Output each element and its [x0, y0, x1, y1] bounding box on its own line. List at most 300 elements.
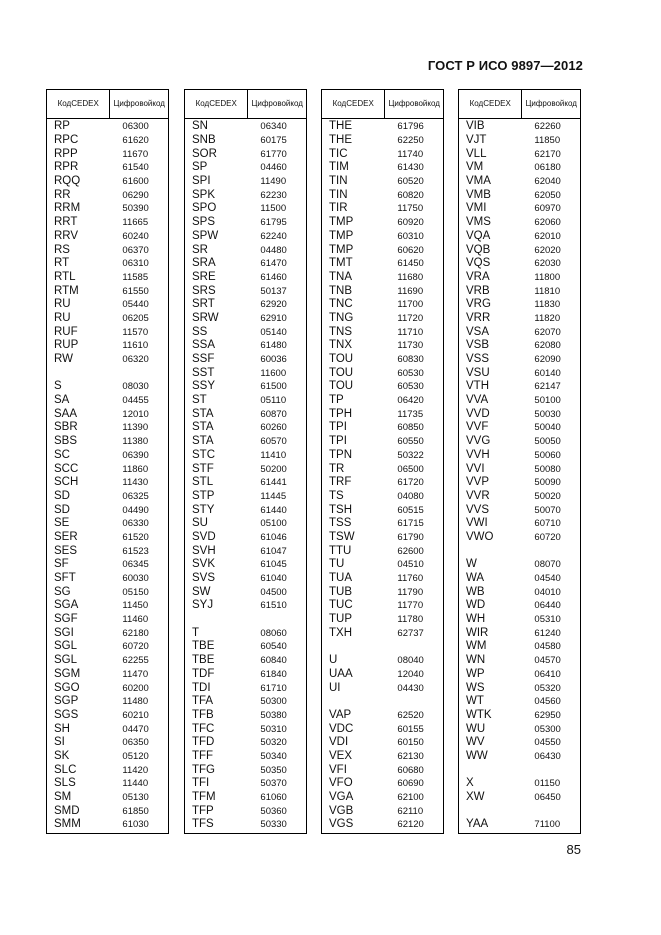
- cedex-code-cell: SRA: [192, 257, 216, 270]
- table-row: [322, 804, 443, 818]
- numeric-code-cell: 04560: [534, 696, 561, 708]
- numeric-code-cell: 62920: [260, 299, 287, 311]
- table-row: [459, 544, 580, 558]
- numeric-code-cell: 62080: [534, 340, 561, 352]
- column-header-num-line1: Цифровой: [113, 99, 153, 108]
- table-row: [459, 449, 580, 463]
- numeric-code-cell: 61440: [260, 504, 287, 516]
- cedex-code-cell: VJT: [466, 134, 487, 147]
- numeric-code-cell: 50080: [534, 463, 561, 475]
- numeric-code-cell: 60710: [534, 518, 561, 530]
- numeric-code-cell: 60920: [397, 217, 424, 229]
- cedex-code-cell: SP: [192, 161, 208, 174]
- numeric-code-cell: 61500: [260, 381, 287, 393]
- table-row: [185, 763, 306, 777]
- table-row: [322, 380, 443, 394]
- table-row: [322, 626, 443, 640]
- cedex-code-cell: SF: [54, 558, 69, 571]
- table-row: [47, 394, 168, 408]
- cedex-code-cell: SGS: [54, 708, 79, 721]
- cedex-code-cell: X: [466, 777, 474, 790]
- table-row: [459, 161, 580, 175]
- numeric-code-cell: 61470: [260, 258, 287, 270]
- numeric-code-cell: 11585: [122, 271, 149, 283]
- numeric-code-cell: 50060: [534, 449, 561, 461]
- table-row: [47, 654, 168, 668]
- table-row: [322, 476, 443, 490]
- table-row: [47, 421, 168, 435]
- numeric-code-cell: 04540: [534, 573, 561, 585]
- table-row: [185, 325, 306, 339]
- cedex-code-cell: VFO: [329, 777, 353, 790]
- cedex-code-cell: SPI: [192, 175, 211, 188]
- cedex-code-cell: RP: [54, 120, 70, 133]
- cedex-code-cell: VM: [466, 161, 484, 174]
- numeric-code-cell: 11810: [534, 285, 561, 297]
- numeric-code-cell: 50050: [534, 436, 561, 448]
- numeric-code-cell: 11480: [122, 696, 149, 708]
- table-row: [459, 736, 580, 750]
- table-row: [47, 503, 168, 517]
- table-row: [185, 284, 306, 298]
- table-row: [47, 366, 168, 380]
- cedex-code-cell: SCH: [54, 476, 79, 489]
- numeric-code-cell: 11730: [397, 340, 424, 352]
- table-row: [459, 626, 580, 640]
- cedex-code-cell: SS: [192, 325, 208, 338]
- table-row: [322, 134, 443, 148]
- numeric-code-cell: 05310: [534, 614, 561, 626]
- numeric-code-cell: 62230: [260, 189, 287, 201]
- table-body: [185, 119, 306, 832]
- numeric-code-cell: 60520: [397, 176, 424, 188]
- numeric-code-cell: 01150: [534, 778, 561, 790]
- table-row: [185, 230, 306, 244]
- cedex-code-cell: VVG: [466, 435, 491, 448]
- table-row: [185, 722, 306, 736]
- table-row: [322, 421, 443, 435]
- table-row: [459, 818, 580, 832]
- numeric-code-cell: 06410: [534, 668, 561, 680]
- cedex-code-cell: TBE: [192, 654, 215, 667]
- table-row: [322, 175, 443, 189]
- table-header: [185, 90, 306, 119]
- numeric-code-cell: 11735: [397, 408, 424, 420]
- numeric-code-cell: 62130: [397, 750, 424, 762]
- table-row: [185, 147, 306, 161]
- table-row: [322, 750, 443, 764]
- numeric-code-cell: 11665: [122, 217, 149, 229]
- table-row: [459, 517, 580, 531]
- table-row: [459, 120, 580, 134]
- table-row: [185, 558, 306, 572]
- numeric-code-cell: 62950: [534, 709, 561, 721]
- table-row: [322, 161, 443, 175]
- cedex-code-cell: TPN: [329, 448, 352, 461]
- cedex-code-cell: TXH: [329, 626, 352, 639]
- numeric-code-cell: 61045: [260, 559, 287, 571]
- numeric-code-cell: 50300: [260, 696, 287, 708]
- numeric-code-cell: 60870: [260, 408, 287, 420]
- cedex-code-cell: SU: [192, 517, 208, 530]
- table-row: [47, 517, 168, 531]
- cedex-code-cell: VSU: [466, 366, 490, 379]
- cedex-code-cell: SBR: [54, 421, 78, 434]
- cedex-code-cell: SFT: [54, 572, 76, 585]
- numeric-code-cell: 61770: [260, 148, 287, 160]
- numeric-code-cell: 61620: [122, 135, 149, 147]
- column-header-code-line2: CEDEX: [483, 99, 511, 108]
- numeric-code-cell: 05110: [260, 395, 287, 407]
- column-header-code: [322, 90, 385, 118]
- table-row: [459, 599, 580, 613]
- cedex-code-cell: TNC: [329, 298, 353, 311]
- cedex-code-cell: TFG: [192, 763, 215, 776]
- cedex-code-cell: SG: [54, 585, 71, 598]
- table-row: [459, 804, 580, 818]
- cedex-code-cell: SBS: [54, 435, 78, 448]
- table-row: [459, 763, 580, 777]
- cedex-code-cell: SC: [54, 448, 70, 461]
- table-row: [47, 284, 168, 298]
- numeric-code-cell: 11710: [397, 326, 424, 338]
- table-row: [459, 695, 580, 709]
- table-row: [47, 791, 168, 805]
- numeric-code-cell: 11720: [397, 312, 424, 324]
- cedex-code-cell: SPW: [192, 229, 219, 242]
- cedex-code-cell: THE: [329, 134, 352, 147]
- cedex-code-cell: WTK: [466, 708, 492, 721]
- cedex-code-cell: WP: [466, 667, 485, 680]
- numeric-code-cell: 62240: [260, 230, 287, 242]
- table-row: [459, 175, 580, 189]
- cedex-code-cell: XW: [466, 791, 485, 804]
- cedex-code-cell: RPC: [54, 134, 79, 147]
- table-row: [322, 544, 443, 558]
- numeric-code-cell: 60550: [397, 436, 424, 448]
- numeric-code-cell: 11760: [397, 573, 424, 585]
- numeric-code-cell: 61430: [397, 162, 424, 174]
- numeric-code-cell: 12010: [122, 408, 149, 420]
- table-row: [322, 585, 443, 599]
- column-header-code-line1: Код: [469, 99, 484, 108]
- cedex-code-cell: RPP: [54, 147, 78, 160]
- cedex-code-cell: SGM: [54, 667, 81, 680]
- numeric-code-cell: 06300: [122, 121, 149, 133]
- table-row: [322, 722, 443, 736]
- cedex-code-cell: VMB: [466, 188, 491, 201]
- numeric-code-cell: 61720: [397, 477, 424, 489]
- table-row: [459, 312, 580, 326]
- numeric-code-cell: 60155: [397, 723, 424, 735]
- cedex-code-cell: WU: [466, 722, 486, 735]
- code-table-2: [184, 89, 307, 834]
- numeric-code-cell: 04455: [122, 395, 149, 407]
- code-table-4: [458, 89, 581, 834]
- table-row: [47, 626, 168, 640]
- numeric-code-cell: 61480: [260, 340, 287, 352]
- cedex-code-cell: TPI: [329, 435, 347, 448]
- cedex-code-cell: TNB: [329, 284, 352, 297]
- cedex-code-cell: RW: [54, 353, 73, 366]
- table-row: [459, 298, 580, 312]
- cedex-code-cell: VDI: [329, 736, 349, 749]
- table-row: [47, 312, 168, 326]
- table-row: [47, 599, 168, 613]
- cedex-code-cell: SD: [54, 503, 70, 516]
- numeric-code-cell: 11790: [397, 586, 424, 598]
- column-header-num-line1: Цифровой: [525, 99, 565, 108]
- table-row: [322, 517, 443, 531]
- column-header-code-line1: Код: [332, 99, 347, 108]
- cedex-code-cell: TSH: [329, 503, 352, 516]
- numeric-code-cell: 06350: [122, 737, 149, 749]
- cedex-code-cell: STA: [192, 407, 214, 420]
- cedex-code-cell: VVH: [466, 448, 490, 461]
- cedex-code-cell: SRT: [192, 298, 215, 311]
- column-header-code-line1: Код: [195, 99, 210, 108]
- cedex-code-cell: TUA: [329, 572, 352, 585]
- numeric-code-cell: 60036: [260, 354, 287, 366]
- table-row: [322, 613, 443, 627]
- cedex-code-cell: SPK: [192, 188, 216, 201]
- table-row: [459, 216, 580, 230]
- table-row: [185, 585, 306, 599]
- cedex-code-cell: WS: [466, 681, 485, 694]
- page-number: 85: [566, 842, 581, 857]
- cedex-code-cell: TMP: [329, 243, 354, 256]
- cedex-code-cell: SGL: [54, 654, 78, 667]
- table-row: [322, 763, 443, 777]
- numeric-code-cell: 60200: [122, 682, 149, 694]
- cedex-code-cell: TS: [329, 489, 344, 502]
- column-header-num-line2: код: [290, 99, 303, 108]
- numeric-code-cell: 11780: [397, 614, 424, 626]
- table-row: [185, 818, 306, 832]
- numeric-code-cell: 11410: [260, 449, 287, 461]
- table-row: [322, 312, 443, 326]
- cedex-code-cell: TOU: [329, 380, 354, 393]
- table-row: [459, 668, 580, 682]
- table-row: [322, 449, 443, 463]
- cedex-code-cell: TIC: [329, 147, 348, 160]
- table-row: [185, 243, 306, 257]
- table-row: [185, 613, 306, 627]
- numeric-code-cell: 06440: [534, 600, 561, 612]
- cedex-code-cell: STC: [192, 448, 215, 461]
- numeric-code-cell: 60310: [397, 230, 424, 242]
- numeric-code-cell: 60850: [397, 422, 424, 434]
- cedex-code-cell: SA: [54, 394, 70, 407]
- cedex-code-cell: RS: [54, 243, 70, 256]
- cedex-code-cell: RRT: [54, 216, 78, 229]
- table-row: [185, 312, 306, 326]
- numeric-code-cell: 11440: [122, 778, 149, 790]
- cedex-code-cell: SGI: [54, 626, 74, 639]
- table-row: [185, 216, 306, 230]
- cedex-code-cell: TUP: [329, 613, 352, 626]
- table-row: [322, 202, 443, 216]
- table-row: [185, 626, 306, 640]
- numeric-code-cell: 71100: [534, 819, 561, 831]
- cedex-code-cell: STP: [192, 489, 215, 502]
- cedex-code-cell: VRA: [466, 270, 490, 283]
- table-row: [47, 202, 168, 216]
- numeric-code-cell: 04080: [397, 490, 424, 502]
- table-row: [322, 462, 443, 476]
- table-row: [459, 750, 580, 764]
- cedex-code-cell: TNS: [329, 325, 352, 338]
- numeric-code-cell: 11670: [122, 148, 149, 160]
- table-row: [185, 421, 306, 435]
- table-header: [47, 90, 168, 119]
- cedex-code-cell: VVR: [466, 489, 490, 502]
- cedex-code-cell: WN: [466, 654, 486, 667]
- numeric-code-cell: 11700: [397, 299, 424, 311]
- numeric-code-cell: 04550: [534, 737, 561, 749]
- column-header-code-line1: Код: [57, 99, 72, 108]
- cedex-code-cell: VVF: [466, 421, 489, 434]
- cedex-code-cell: TDI: [192, 681, 211, 694]
- cedex-code-cell: TP: [329, 394, 344, 407]
- cedex-code-cell: SYJ: [192, 599, 214, 612]
- cedex-code-cell: TR: [329, 462, 345, 475]
- table-row: [185, 394, 306, 408]
- numeric-code-cell: 50030: [534, 408, 561, 420]
- column-header-code: [185, 90, 248, 118]
- cedex-code-cell: TIM: [329, 161, 349, 174]
- cedex-code-cell: TMP: [329, 229, 354, 242]
- cedex-code-cell: VEX: [329, 749, 353, 762]
- numeric-code-cell: 05300: [534, 723, 561, 735]
- numeric-code-cell: 61850: [122, 805, 149, 817]
- table-row: [322, 681, 443, 695]
- table-row: [322, 736, 443, 750]
- cedex-code-cell: SGO: [54, 681, 80, 694]
- numeric-code-cell: 50040: [534, 422, 561, 434]
- numeric-code-cell: 62110: [397, 805, 424, 817]
- numeric-code-cell: 60210: [122, 709, 149, 721]
- cedex-code-cell: RTL: [54, 270, 76, 283]
- numeric-code-cell: 50070: [534, 504, 561, 516]
- table-row: [459, 654, 580, 668]
- table-row: [322, 490, 443, 504]
- numeric-code-cell: 50370: [260, 778, 287, 790]
- table-row: [322, 435, 443, 449]
- cedex-code-cell: RU: [54, 298, 71, 311]
- numeric-code-cell: 08070: [534, 559, 561, 571]
- numeric-code-cell: 04470: [122, 723, 149, 735]
- numeric-code-cell: 06370: [122, 244, 149, 256]
- cedex-code-cell: TFD: [192, 736, 215, 749]
- table-row: [322, 394, 443, 408]
- numeric-code-cell: 05100: [260, 518, 287, 530]
- table-row: [322, 407, 443, 421]
- numeric-code-cell: 11390: [122, 422, 149, 434]
- numeric-code-cell: 60030: [122, 573, 149, 585]
- cedex-code-cell: SOR: [192, 147, 217, 160]
- table-row: [185, 544, 306, 558]
- table-row: [459, 435, 580, 449]
- numeric-code-cell: 62180: [122, 627, 149, 639]
- cedex-code-cell: SRE: [192, 270, 216, 283]
- table-row: [322, 791, 443, 805]
- numeric-code-cell: 06205: [122, 312, 149, 324]
- numeric-code-cell: 62170: [534, 148, 561, 160]
- table-row: [47, 325, 168, 339]
- numeric-code-cell: 62120: [397, 819, 424, 831]
- cedex-code-cell: UAA: [329, 667, 353, 680]
- cedex-code-cell: TTU: [329, 544, 352, 557]
- numeric-code-cell: 62090: [534, 354, 561, 366]
- numeric-code-cell: 11570: [122, 326, 149, 338]
- numeric-code-cell: 06500: [397, 463, 424, 475]
- cedex-code-cell: TIN: [329, 175, 348, 188]
- numeric-code-cell: 61710: [260, 682, 287, 694]
- cedex-code-cell: WD: [466, 599, 486, 612]
- table-row: [47, 722, 168, 736]
- numeric-code-cell: 62070: [534, 326, 561, 338]
- table-row: [322, 325, 443, 339]
- cedex-code-cell: RRV: [54, 229, 79, 242]
- cedex-code-cell: SNB: [192, 134, 216, 147]
- numeric-code-cell: 04500: [260, 586, 287, 598]
- table-row: [185, 175, 306, 189]
- numeric-code-cell: 61450: [397, 258, 424, 270]
- numeric-code-cell: 61240: [534, 627, 561, 639]
- numeric-code-cell: 60820: [397, 189, 424, 201]
- table-row: [459, 791, 580, 805]
- table-row: [185, 353, 306, 367]
- numeric-code-cell: 06310: [122, 258, 149, 270]
- cedex-code-cell: VSA: [466, 325, 490, 338]
- table-row: [185, 407, 306, 421]
- cedex-code-cell: STY: [192, 503, 215, 516]
- table-row: [459, 257, 580, 271]
- cedex-code-cell: VGA: [329, 791, 354, 804]
- numeric-code-cell: 50360: [260, 805, 287, 817]
- cedex-code-cell: VGS: [329, 818, 354, 831]
- cedex-code-cell: WA: [466, 572, 485, 585]
- numeric-code-cell: 62020: [534, 244, 561, 256]
- cedex-code-cell: TSW: [329, 530, 355, 543]
- cedex-code-cell: TFB: [192, 708, 214, 721]
- table-row: [185, 366, 306, 380]
- numeric-code-cell: 11380: [122, 436, 149, 448]
- cedex-code-cell: RUP: [54, 339, 79, 352]
- table-row: [459, 188, 580, 202]
- table-row: [185, 804, 306, 818]
- numeric-code-cell: 60175: [260, 135, 287, 147]
- table-row: [47, 695, 168, 709]
- table-row: [185, 449, 306, 463]
- cedex-code-cell: RPR: [54, 161, 79, 174]
- table-row: [47, 736, 168, 750]
- numeric-code-cell: 60620: [397, 244, 424, 256]
- numeric-code-cell: 50320: [260, 737, 287, 749]
- numeric-code-cell: 06345: [122, 559, 149, 571]
- table-row: [47, 804, 168, 818]
- numeric-code-cell: 06450: [534, 792, 561, 804]
- table-row: [459, 640, 580, 654]
- table-row: [185, 462, 306, 476]
- numeric-code-cell: 04480: [260, 244, 287, 256]
- table-row: [185, 271, 306, 285]
- numeric-code-cell: 11445: [260, 490, 287, 502]
- table-row: [322, 120, 443, 134]
- table-row: [322, 572, 443, 586]
- column-header-code: [47, 90, 110, 118]
